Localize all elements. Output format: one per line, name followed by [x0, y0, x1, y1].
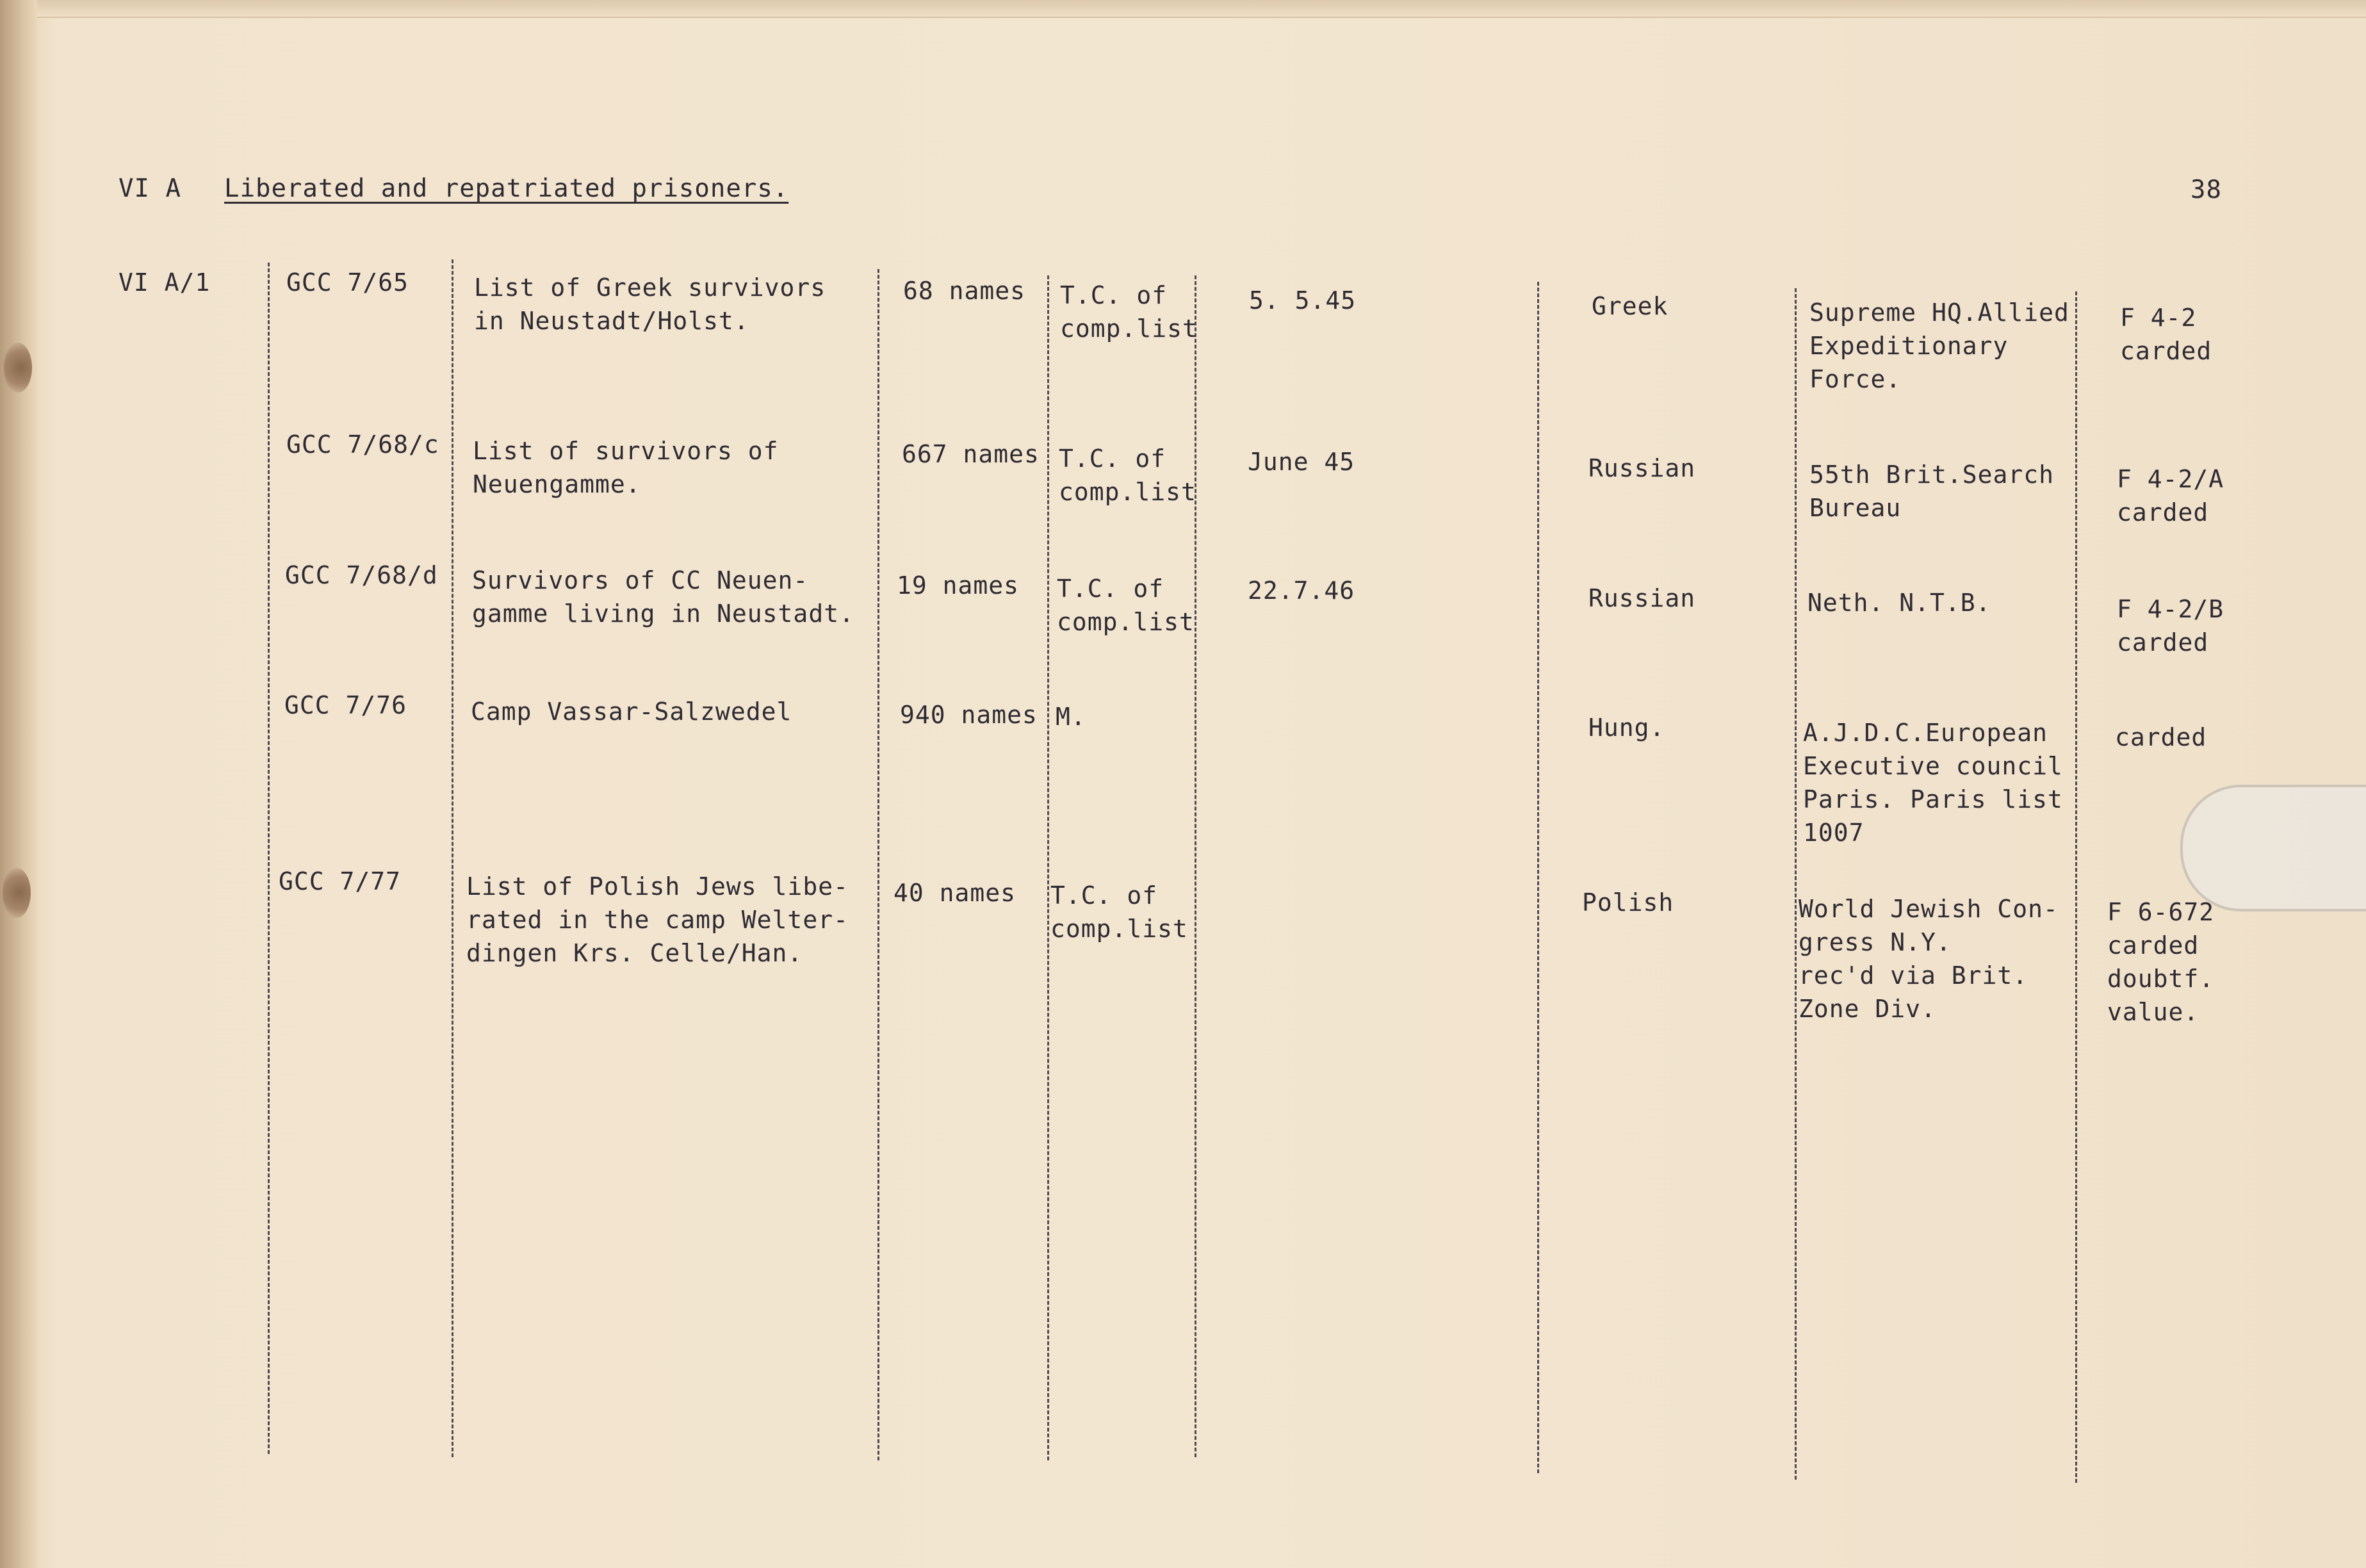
row-description: List of Greek survivors in Neustadt/Holst. — [474, 274, 826, 335]
row-date: 5. 5.45 — [1249, 286, 1357, 314]
row-nationality: Russian — [1588, 584, 1696, 612]
column-rule — [1047, 275, 1049, 1460]
row-ref: GCC 7/65 — [286, 268, 409, 297]
book-spine — [0, 0, 37, 1568]
row-nationality: Greek — [1592, 292, 1668, 320]
row-source: Supreme HQ.Allied Expeditionary Force. — [1809, 298, 2069, 393]
column-rule — [2075, 291, 2077, 1483]
row-filing: F 6-672 carded doubtf. value. — [2107, 898, 2215, 1026]
row-nationality: Russian — [1588, 454, 1696, 482]
row-document-type: T.C. of comp.list — [1050, 881, 1188, 943]
row-document-type: M. — [1056, 703, 1086, 731]
section-title: Liberated and repatriated prisoners. — [224, 174, 789, 203]
row-date: 22.7.46 — [1248, 576, 1355, 605]
row-source: A.J.D.C.European Executive council Paris. Paris list 1007 — [1803, 719, 2063, 847]
row-names-count: 19 names — [897, 571, 1020, 600]
row-document-type: T.C. of comp.list — [1057, 575, 1195, 636]
row-description: Survivors of CC Neuen- gamme living in Neustadt. — [472, 566, 854, 628]
column-rule — [877, 269, 879, 1460]
section-code: VI A — [118, 174, 181, 203]
row-source: 55th Brit.Search Bureau — [1809, 461, 2055, 522]
row-source: World Jewish Con- gress N.Y. rec'd via Brit. Zone Div. — [1799, 895, 2059, 1023]
column-rule — [1537, 282, 1539, 1473]
row-names-count: 40 names — [893, 879, 1016, 907]
entry-id: VI A/1 — [118, 268, 211, 297]
row-names-count: 667 names — [902, 440, 1040, 468]
row-date: June 45 — [1248, 448, 1355, 476]
row-nationality: Polish — [1582, 888, 1674, 917]
page-number: 38 — [2191, 176, 2222, 204]
row-ref: GCC 7/68/d — [285, 561, 438, 589]
column-rule — [1795, 288, 1797, 1480]
row-ref: GCC 7/68/c — [286, 430, 439, 459]
row-names-count: 68 names — [903, 277, 1026, 305]
row-ref: GCC 7/76 — [284, 691, 407, 719]
row-ref: GCC 7/77 — [279, 867, 402, 895]
row-description: List of survivors of Neuengamme. — [473, 437, 779, 498]
row-filing: carded — [2115, 723, 2207, 751]
row-document-type: T.C. of comp.list — [1059, 445, 1196, 506]
column-rule — [452, 259, 453, 1457]
row-nationality: Hung. — [1588, 714, 1665, 742]
row-description: List of Polish Jews libe- rated in the camp Welter- dingen Krs. Celle/Han. — [466, 872, 849, 967]
row-filing: F 4-2/B carded — [2117, 595, 2224, 657]
row-names-count: 940 names — [900, 701, 1038, 729]
row-document-type: T.C. of comp.list — [1060, 281, 1198, 343]
row-source: Neth. N.T.B. — [1807, 589, 1991, 617]
column-rule — [268, 263, 270, 1454]
paper-clip-tab — [2180, 785, 2366, 911]
row-filing: F 4-2/A carded — [2117, 465, 2224, 527]
row-filing: F 4-2 carded — [2120, 304, 2212, 365]
page-top-edge — [37, 0, 2366, 18]
binding-hole — [3, 868, 31, 918]
binding-hole — [4, 343, 32, 393]
row-description: Camp Vassar-Salzwedel — [471, 698, 792, 726]
